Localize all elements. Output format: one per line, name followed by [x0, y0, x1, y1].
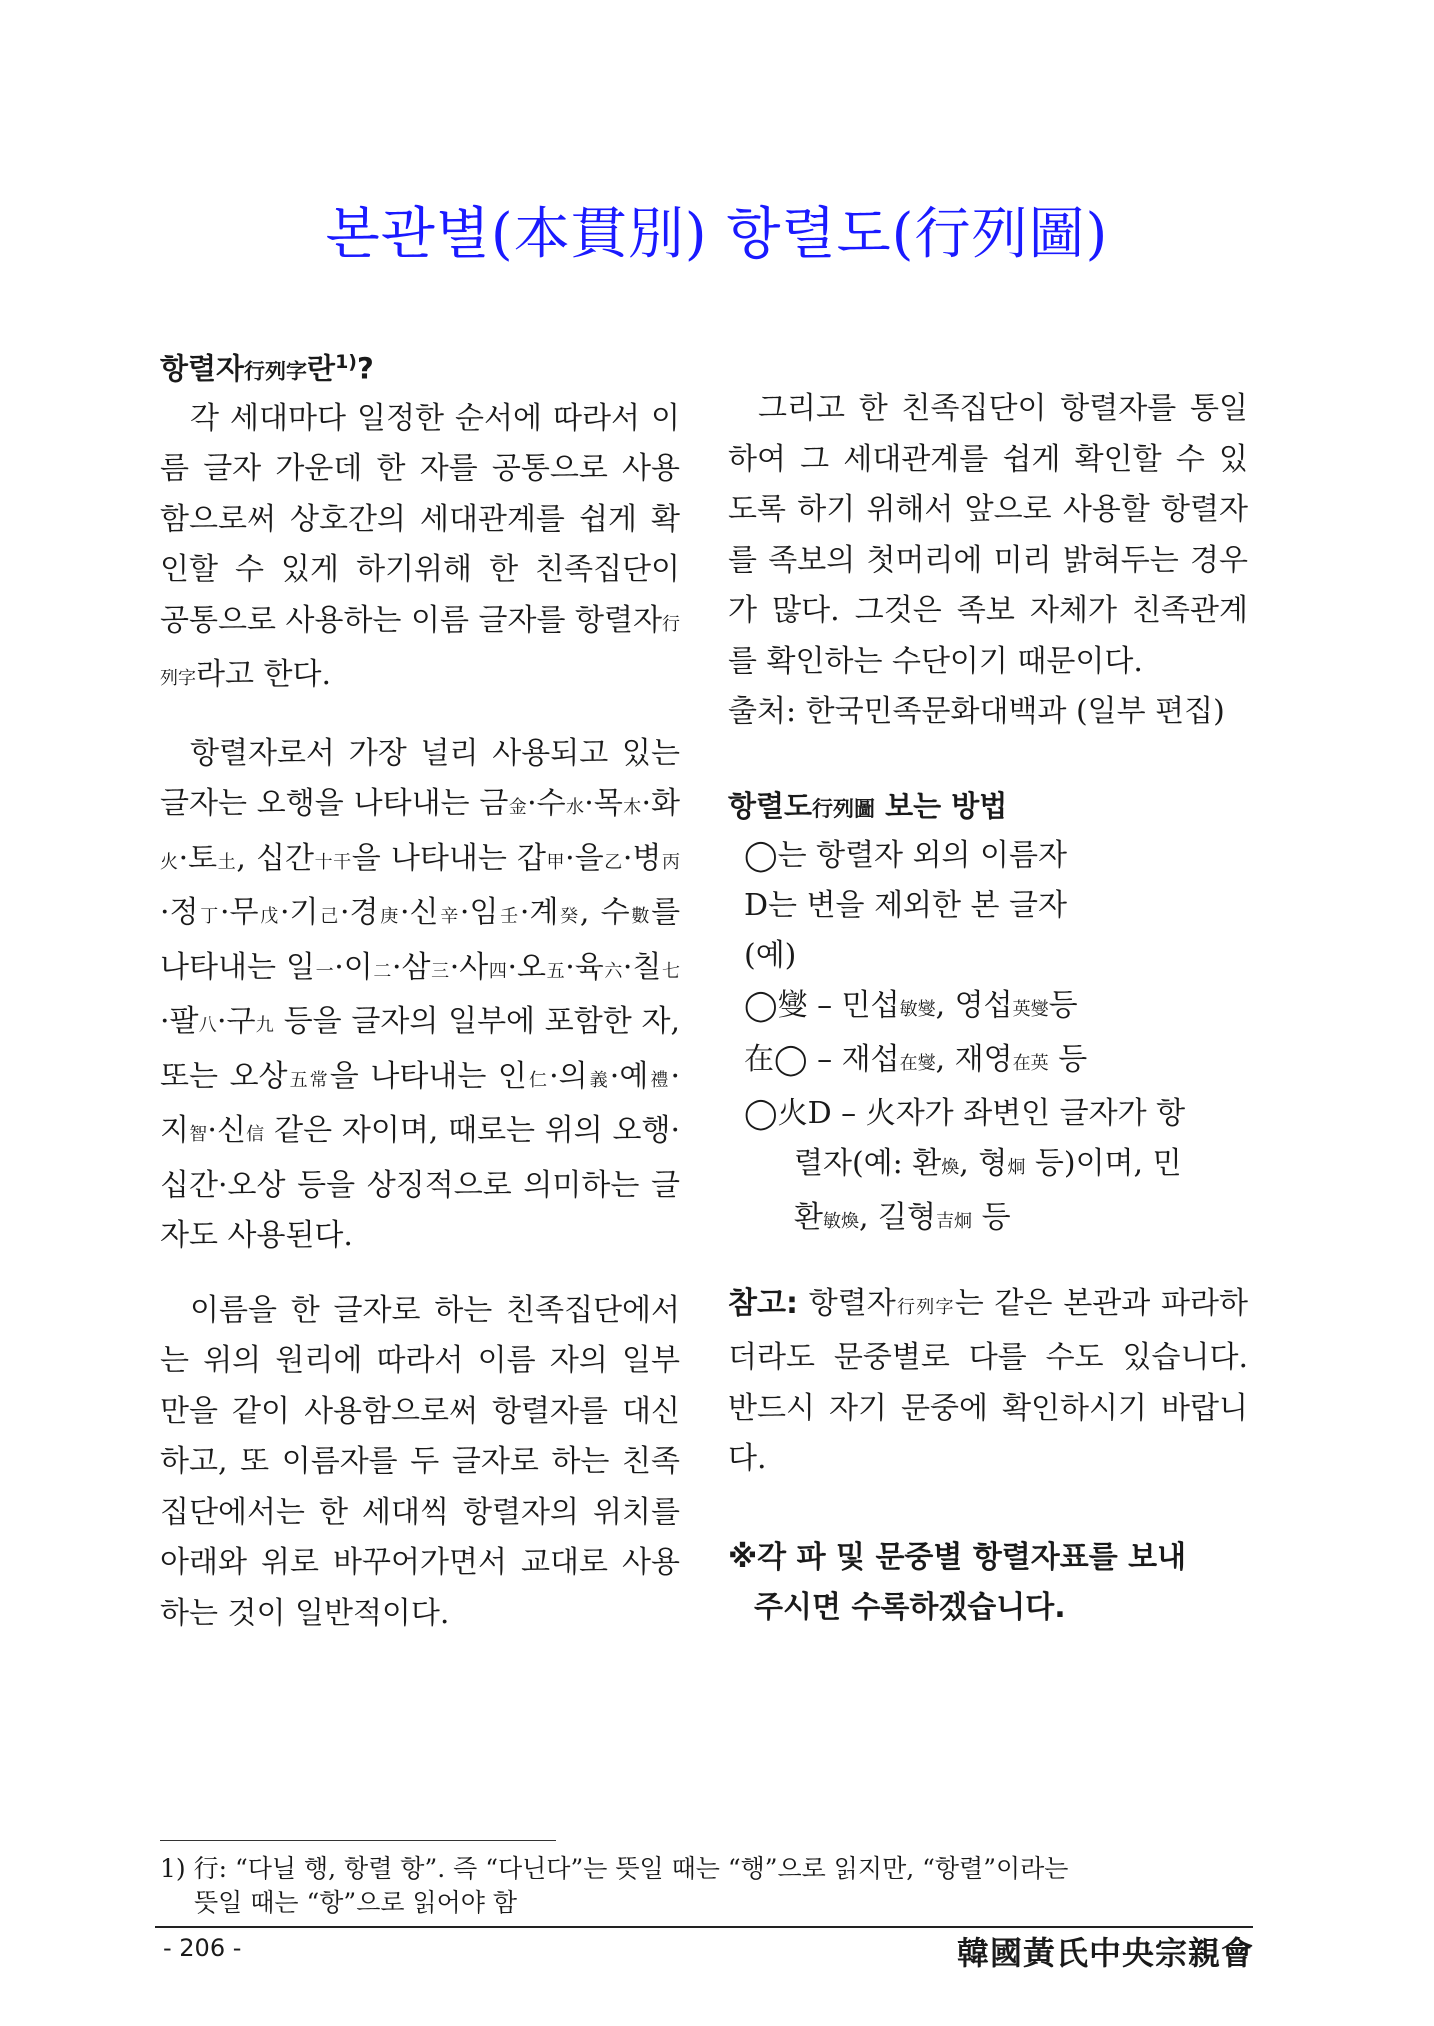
page-title: 본관별(本貫別) 항렬도(行列圖) [325, 202, 1109, 267]
paragraph-definition: 각 세대마다 일정한 순서에 따라서 이름 글자 가운데 한 자를 공통으로 사용함으로써 상호간의 세대관계를 쉽게 확인할 수 있게 하기위해 한 친족집단이 공통으로 사용하는 이름 글자를 항렬자行列字라고 한다. [160, 400, 681, 693]
reference-note: 참고: 항렬자行列字는 같은 본관과 파라하더라도 문중별로 다를 수도 있습니다. 반드시 자기 문중에 확인하시기 바랍니다. [728, 1285, 1249, 1476]
list-item: 在◯ – 재섭在燮, 재영在英 등 [744, 1041, 1088, 1077]
section-heading-what-is-hangryeolja: 항렬자行列字란$^{1)}$? [160, 351, 374, 386]
page-number: - 206 - [163, 1934, 242, 1962]
list-item: ◯火D – 火자가 좌변인 글자가 항 [744, 1095, 1186, 1131]
source-citation: 출처: 한국민족문화대백과 (일부 편집) [728, 694, 1225, 729]
reading-guide-list [744, 831, 1248, 1247]
list-item: ◯燮 – 민섭敏燮, 영섭英燮등 [744, 987, 1078, 1023]
paragraph-alternation: 이름을 한 글자로 하는 친족집단에서는 위의 원리에 따라서 이름 자의 일부만을 같이 사용함으로써 항렬자를 대신하고, 또 이름자를 두 글자로 하는 친족집단에서는 한 세대씩 항렬자의 위치를아래와 위로 바꾸어가면서 교대로 사용하는 것이 일반적이다. [160, 1292, 680, 1631]
footnote: 1) 行: “다닐 행, 항렬 항”. 즉 “다닌다”는 뜻일 때는 “행”으로 읽지만, “항렬”이라는 뜻일 때는 “항”으로 읽어야 함 [160, 1854, 1069, 1917]
list-item: ◯는 항렬자 외의 이름자 [744, 837, 1068, 873]
organization-name: 韓國黃氏中央宗親會 [956, 1934, 1254, 1972]
list-item-continuation: 렬자(예: 환煥, 형炯 등)이며, 민 [794, 1145, 1182, 1181]
footnote-divider [160, 1840, 556, 1841]
right-column [728, 340, 1248, 1633]
submission-notice: ※각 파 및 문중별 항렬자표를 보내 주시면 수록하겠습니다. [728, 1539, 1187, 1625]
list-item: D는 변을 제외한 본 글자 [744, 887, 1068, 923]
footnote-ref[interactable]: 1) [335, 351, 357, 373]
section-heading-how-to-read: 항렬도行列圖 보는 방법 [728, 788, 1008, 823]
left-column [160, 340, 680, 1639]
list-item: (예) [744, 937, 797, 973]
paragraph-common-characters: 항렬자로서 가장 널리 사용되고 있는 글자는 오행을 나타내는 금金·수水·목木·화火·토土, 십간十干을 나타내는 갑甲·을乙·병丙·정丁·무戊·기己·경庚·신辛·임壬·계癸, 수數를 나타내는 일一·이二·삼三·사四·오五·육六·칠七·팔八·구九 등을 글자의 일부에 포함한 자, 또는 오상五常을 나타내는 인仁·의義·예禮·지智·신信 같은 자이며, 때로는 위의 오행·십간·오상 등을 상징적으로 의미하는 글자도 사용된다. [160, 735, 681, 1254]
paragraph-genealogy: 그리고 한 친족집단이 항렬자를 통일하여 그 세대관계를 쉽게 확인할 수 있도록 하기 위해서 앞으로 사용할 항렬자를 족보의 첫머리에 미리 밝혀두는 경우가 많다. 그것은 족보 자체가 친족관계를 확인하는 수단이기 때문이다. [728, 391, 1248, 679]
list-item-continuation: 환敏煥, 길형吉炯 등 [794, 1199, 1011, 1235]
